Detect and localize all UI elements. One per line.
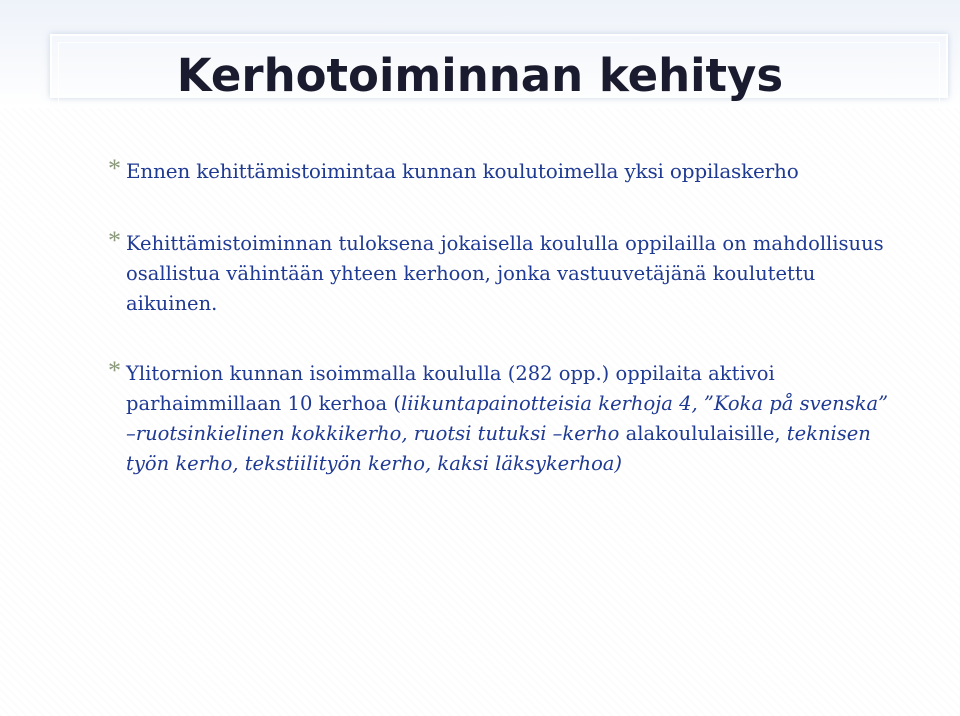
bullet-text-italic-2: teknisen työn kerho, tekstiilityön kerho, kaksi läksykerhoa)	[126, 422, 871, 475]
bullet-text-italic: liikuntapainotteisia kerhoja 4, ”Koka på svenska” –ruotsinkielinen kokkikerho, ruotsi tutuksi –kerho	[126, 392, 889, 445]
bullet-text: Kehittämistoiminnan tuloksena jokaisella koululla oppilailla on mahdollisuus osallistua vähintään yhteen kerhoon, jonka vastuuvetäjänä koulutettu aikuinen.	[126, 232, 884, 315]
bullet-text: Ennen kehittämistoimintaa kunnan koulutoimella yksi oppilaskerho	[126, 159, 799, 183]
bullet-item	[108, 156, 898, 186]
bullet-icon: *	[108, 356, 121, 385]
bullet-item	[108, 228, 898, 318]
bullet-icon: *	[108, 154, 121, 183]
bullet-text	[126, 362, 888, 475]
bullet-text-plain: Ylitornion kunnan isoimmalla koululla (282 opp.) oppilaita aktivoi parhaimmillaan 10 kerhoa (	[126, 362, 775, 415]
bullet-icon: *	[108, 226, 121, 255]
bullet-item	[108, 358, 898, 478]
bullet-list	[108, 156, 898, 478]
bullet-text-plain-2: alakoululaisille,	[619, 422, 787, 445]
slide-title: Kerhotoiminnan kehitys	[176, 49, 784, 102]
